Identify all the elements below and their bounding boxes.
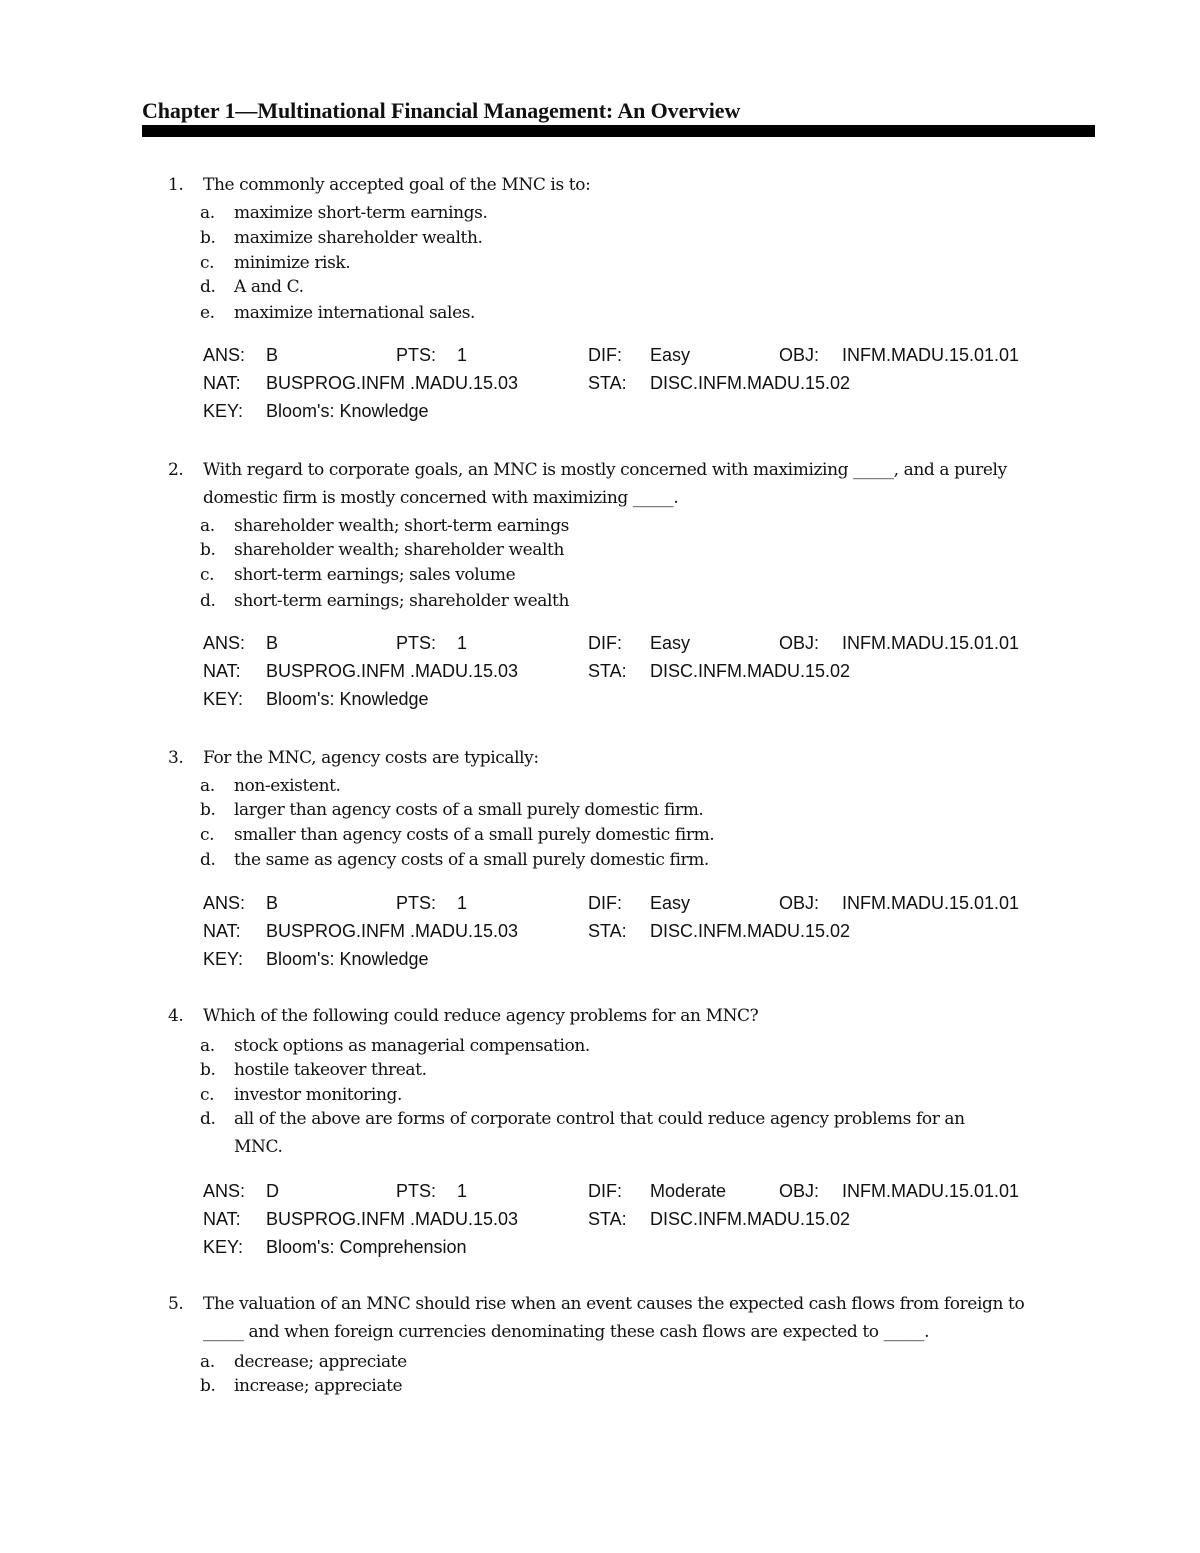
key-label: KEY: [203, 949, 244, 969]
nat-label: NAT: [203, 1209, 241, 1229]
dif-value: Easy [650, 345, 691, 365]
option-text-continued: MNC. [234, 1137, 283, 1157]
nat-label: NAT: [203, 373, 241, 393]
chapter-title: Chapter 1—Multinational Financial Management: An Overview [142, 98, 741, 123]
dif-label: DIF: [588, 345, 622, 365]
option-text: shareholder wealth; shareholder wealth [234, 540, 565, 560]
pts-value: 1 [457, 893, 468, 913]
question-text: The commonly accepted goal of the MNC is to: [203, 175, 591, 195]
option-letter: b. [200, 1060, 216, 1080]
dif-value: Easy [650, 893, 691, 913]
pts-value: 1 [457, 1181, 468, 1201]
option-letter: c. [200, 1085, 215, 1105]
pts-label: PTS: [396, 1181, 437, 1201]
obj-label: OBJ: [779, 345, 820, 365]
obj-label: OBJ: [779, 633, 820, 653]
question-number: 5. [168, 1294, 184, 1314]
option-text: maximize shareholder wealth. [234, 228, 483, 248]
ans-value: D [266, 1181, 279, 1201]
ans-label: ANS: [203, 345, 246, 365]
dif-label: DIF: [588, 1181, 622, 1201]
key-value: Bloom's: Knowledge [266, 949, 429, 969]
pts-label: PTS: [396, 633, 437, 653]
question-number: 1. [168, 175, 184, 195]
question-number: 4. [168, 1006, 184, 1026]
question-text: domestic firm is mostly concerned with maximizing _____. [203, 488, 679, 508]
option-text: short-term earnings; sales volume [234, 565, 516, 585]
pts-label: PTS: [396, 345, 437, 365]
option-letter: c. [200, 825, 215, 845]
sta-label: STA: [588, 661, 627, 681]
nat-value: BUSPROG.INFM .MADU.15.03 [266, 921, 519, 941]
question-text: The valuation of an MNC should rise when an event causes the expected cash flows from foreign to [203, 1294, 1025, 1314]
sta-label: STA: [588, 921, 627, 941]
option-letter: a. [200, 1036, 215, 1056]
ans-value: B [266, 893, 279, 913]
dif-label: DIF: [588, 893, 622, 913]
ans-label: ANS: [203, 633, 246, 653]
sta-value: DISC.INFM.MADU.15.02 [650, 1209, 851, 1229]
dif-label: DIF: [588, 633, 622, 653]
ans-label: ANS: [203, 1181, 246, 1201]
option-text: larger than agency costs of a small purely domestic firm. [234, 800, 704, 820]
title-rule [142, 125, 1095, 137]
option-letter: a. [200, 516, 215, 536]
option-letter: a. [200, 1352, 215, 1372]
option-text: hostile takeover threat. [234, 1060, 427, 1080]
option-letter: e. [200, 303, 215, 323]
nat-value: BUSPROG.INFM .MADU.15.03 [266, 661, 519, 681]
option-letter: b. [200, 1376, 216, 1396]
option-letter: a. [200, 203, 215, 223]
obj-value: INFM.MADU.15.01.01 [842, 893, 1020, 913]
option-text: the same as agency costs of a small purely domestic firm. [234, 850, 709, 870]
ans-value: B [266, 345, 279, 365]
obj-value: INFM.MADU.15.01.01 [842, 345, 1020, 365]
key-label: KEY: [203, 401, 244, 421]
key-value: Bloom's: Comprehension [266, 1237, 467, 1257]
question-text: Which of the following could reduce agency problems for an MNC? [203, 1006, 759, 1026]
option-text: decrease; appreciate [234, 1352, 407, 1372]
obj-label: OBJ: [779, 1181, 820, 1201]
pts-value: 1 [457, 633, 468, 653]
option-letter: a. [200, 776, 215, 796]
question-text: With regard to corporate goals, an MNC is mostly concerned with maximizing _____, and a purely [203, 460, 1007, 480]
option-text: shareholder wealth; short-term earnings [234, 516, 570, 536]
option-letter: b. [200, 540, 216, 560]
obj-value: INFM.MADU.15.01.01 [842, 1181, 1020, 1201]
option-text: minimize risk. [234, 253, 351, 273]
option-letter: d. [200, 591, 216, 611]
option-text: all of the above are forms of corporate control that could reduce agency problems for an [234, 1109, 965, 1129]
option-text: A and C. [234, 277, 304, 297]
ans-label: ANS: [203, 893, 246, 913]
question-text: For the MNC, agency costs are typically: [203, 748, 539, 768]
option-text: smaller than agency costs of a small purely domestic firm. [234, 825, 715, 845]
sta-value: DISC.INFM.MADU.15.02 [650, 921, 851, 941]
option-letter: d. [200, 850, 216, 870]
option-text: investor monitoring. [234, 1085, 402, 1105]
option-text: maximize international sales. [234, 303, 476, 323]
option-letter: b. [200, 800, 216, 820]
option-letter: d. [200, 277, 216, 297]
sta-value: DISC.INFM.MADU.15.02 [650, 661, 851, 681]
dif-value: Moderate [650, 1181, 727, 1201]
nat-label: NAT: [203, 921, 241, 941]
option-text: non-existent. [234, 776, 341, 796]
nat-label: NAT: [203, 661, 241, 681]
key-label: KEY: [203, 1237, 244, 1257]
nat-value: BUSPROG.INFM .MADU.15.03 [266, 373, 519, 393]
nat-value: BUSPROG.INFM .MADU.15.03 [266, 1209, 519, 1229]
key-value: Bloom's: Knowledge [266, 689, 429, 709]
question-number: 3. [168, 748, 184, 768]
option-letter: c. [200, 253, 215, 273]
option-letter: b. [200, 228, 216, 248]
sta-value: DISC.INFM.MADU.15.02 [650, 373, 851, 393]
obj-label: OBJ: [779, 893, 820, 913]
sta-label: STA: [588, 1209, 627, 1229]
question-text: _____ and when foreign currencies denominating these cash flows are expected to _____. [203, 1322, 930, 1342]
question-number: 2. [168, 460, 184, 480]
option-text: short-term earnings; shareholder wealth [234, 591, 570, 611]
key-value: Bloom's: Knowledge [266, 401, 429, 421]
dif-value: Easy [650, 633, 691, 653]
option-letter: c. [200, 565, 215, 585]
option-text: increase; appreciate [234, 1376, 403, 1396]
option-text: maximize short-term earnings. [234, 203, 488, 223]
key-label: KEY: [203, 689, 244, 709]
option-text: stock options as managerial compensation. [234, 1036, 590, 1056]
pts-value: 1 [457, 345, 468, 365]
option-letter: d. [200, 1109, 216, 1129]
obj-value: INFM.MADU.15.01.01 [842, 633, 1020, 653]
pts-label: PTS: [396, 893, 437, 913]
ans-value: B [266, 633, 279, 653]
sta-label: STA: [588, 373, 627, 393]
